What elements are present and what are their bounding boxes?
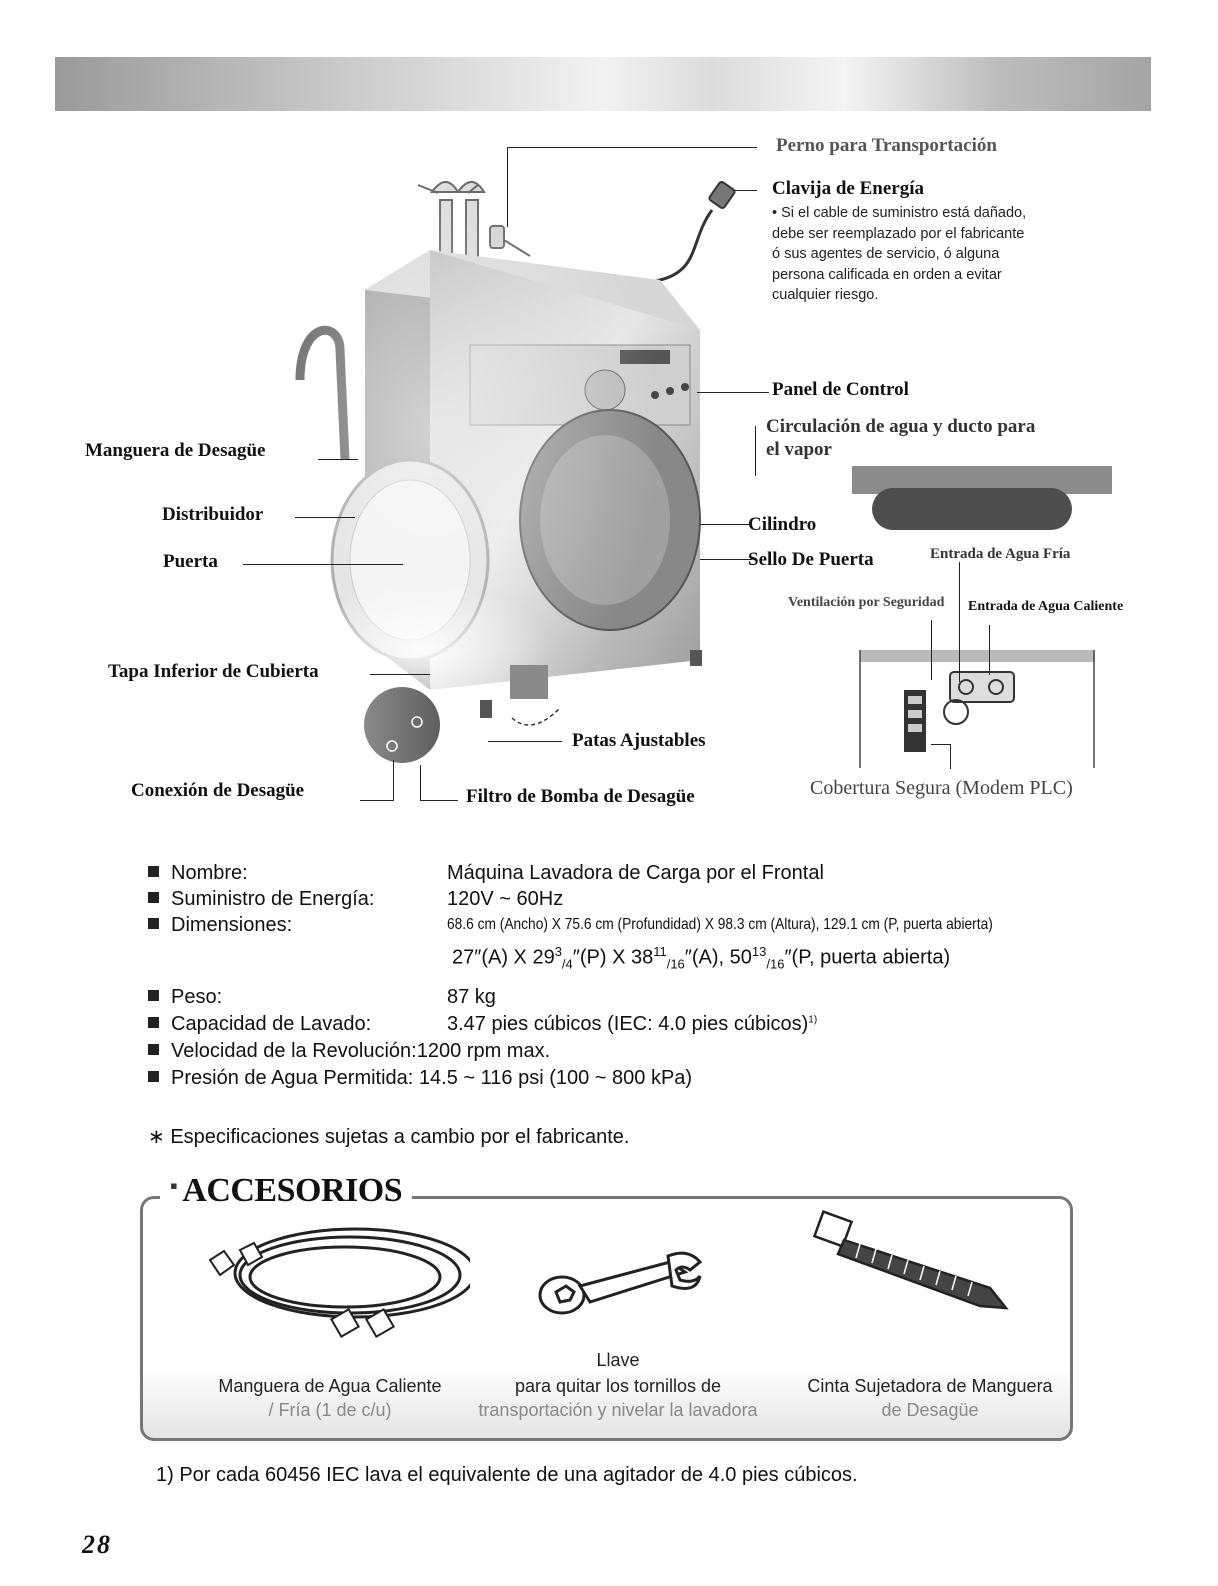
spec-weight-label: Peso: [171, 986, 223, 1008]
power-plug-note: • Si el cable de suministro está dañado, debe ser reemplazado por el fabricante ó sus agentes de servicio, ó alguna persona calificada en orden a evitar cualquier riesgo. [772, 205, 1027, 303]
label-drum: Cilindro [748, 514, 817, 535]
wrench-icon [540, 1253, 700, 1313]
label-steam-duct-2: el vapor [766, 439, 832, 460]
spec-weight [148, 986, 222, 1009]
spec-name-value: Máquina Lavadora de Carga por el Frontal [447, 862, 824, 884]
hose-illustration [200, 1225, 470, 1350]
spec-speed-value: 1200 rpm max. [416, 1040, 551, 1062]
footnote-marker: 1) [808, 1014, 818, 1026]
bullet-icon [148, 1044, 159, 1055]
asterisk-icon: ∗ [148, 1126, 165, 1148]
label-safe-cover: Cobertura Segura (Modem PLC) [810, 777, 1073, 799]
spec-capacity [148, 1013, 371, 1036]
bullet-icon [148, 1071, 159, 1082]
spec-power-value: 120V ~ 60Hz [447, 888, 564, 910]
label-control-panel: Panel de Control [772, 379, 909, 400]
spec-pressure [148, 1067, 692, 1090]
spec-speed-label: Velocidad de la Revolución: [171, 1040, 417, 1062]
spec-disclaimer: ∗ Especificaciones sujetas a cambio por el fabricante. [148, 1126, 630, 1148]
rear-panel-inset [860, 650, 1095, 768]
hose-icon [235, 1229, 470, 1317]
label-drain-connection: Conexión de Desagüe [131, 780, 305, 801]
spec-dimensions-metric: 68.6 cm (Ancho) X 75.6 cm (Profundidad) X 98.3 cm (Altura), 129.1 cm (P, puerta abierta) [447, 916, 993, 933]
label-drain-hose: Manguera de Desagüe [85, 440, 266, 461]
accessories-title: ACCESORIOS [182, 1172, 403, 1209]
label-door: Puerta [163, 551, 218, 572]
cable-tie-icon [814, 1212, 1006, 1308]
accessories-bullet-icon: ▪ [170, 1173, 178, 1198]
spec-dimensions [148, 914, 292, 937]
spec-speed [148, 1040, 550, 1063]
bullet-icon [148, 1017, 159, 1028]
label-door-seal: Sello De Puerta [748, 549, 874, 570]
spec-capacity-value: 3.47 pies cúbicos (IEC: 4.0 pies cúbicos)$^{1)}$ [447, 1013, 818, 1035]
hose-caption: Manguera de Agua Caliente / Fría (1 de c/u) [218, 1376, 442, 1420]
page-number: 28 [82, 1530, 112, 1559]
spec-name [148, 862, 248, 885]
label-pump-filter: Filtro de Bomba de Desagüe [466, 786, 695, 807]
label-dispenser: Distribuidor [162, 504, 264, 525]
drain-connection-icon [364, 687, 440, 763]
label-power-plug: Clavija de Energía [772, 178, 924, 199]
spec-pressure-label: Presión de Agua Permitida: [171, 1067, 414, 1089]
label-transport-bolt: Perno para Transportación [776, 135, 997, 156]
spec-capacity-label: Capacidad de Lavado: [171, 1013, 372, 1035]
wrench-illustration [520, 1250, 720, 1340]
cable-tie-illustration [810, 1210, 1030, 1320]
bullet-icon [148, 918, 159, 929]
label-steam-duct: Circulación de agua y ducto para [766, 416, 1036, 437]
spec-power-label: Suministro de Energía: [171, 888, 375, 910]
spec-weight-value: 87 kg [447, 986, 496, 1008]
bullet-icon [148, 866, 159, 877]
label-cold-inlet: Entrada de Agua Fría [930, 546, 1071, 562]
spec-name-label: Nombre: [171, 862, 248, 884]
label-hot-inlet: Entrada de Agua Caliente [968, 599, 1124, 614]
label-safety-vent: Ventilación por Seguridad [788, 595, 945, 610]
label-adjustable-legs: Patas Ajustables [572, 730, 706, 751]
accessories-title-wrap [160, 1172, 412, 1210]
spec-dimensions-imperial: 27″(A) X $29^3_{/4}''(P)$ X $38^{11}_{/16}''(A)$, $50^{13}_{/16}''(P$, puerta abierta) [452, 944, 951, 972]
wrench-caption: Llave para quitar los tornillos de transportación y nivelar la lavadora [478, 1350, 758, 1420]
spec-pressure-value: 14.5 ~ 116 psi (100 ~ 800 kPa) [418, 1067, 693, 1089]
footnote: 1) Por cada 60456 IEC lava el equivalente de una agitador de 4.0 pies cúbicos. [156, 1464, 858, 1486]
cable-tie-caption: Cinta Sujetadora de Manguera de Desagüe [807, 1376, 1053, 1420]
bullet-icon [148, 892, 159, 903]
spec-power [148, 888, 374, 911]
spec-dimensions-label: Dimensiones: [171, 914, 293, 936]
bullet-icon [148, 990, 159, 1001]
label-lower-cover: Tapa Inferior de Cubierta [108, 661, 319, 682]
